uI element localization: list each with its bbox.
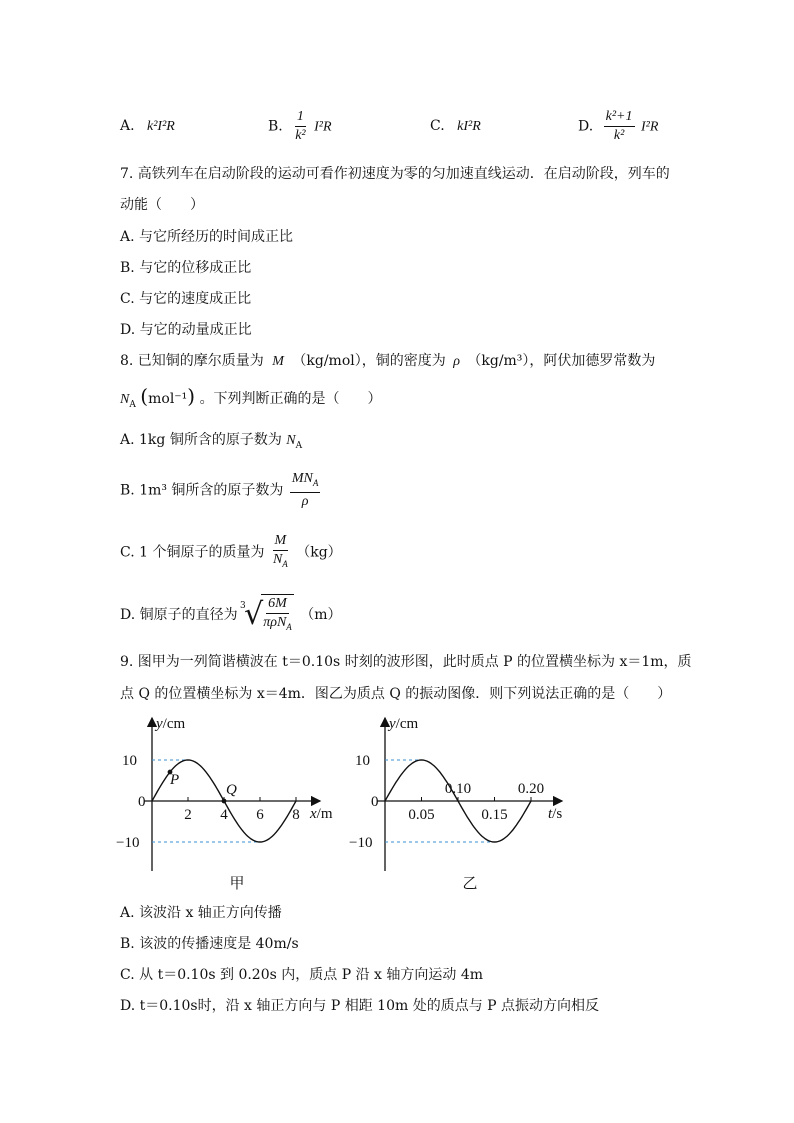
point-q — [222, 799, 227, 804]
q6-option-c — [430, 118, 481, 135]
chart-caption: 甲 — [229, 874, 245, 892]
root-index: 3 — [240, 601, 246, 611]
x-axis-label: t/s — [548, 806, 563, 822]
y-tick-label: 10 — [122, 753, 137, 769]
q8-option-b-fraction: $\frac{MN_A}{\rho}$ — [291, 471, 319, 509]
q6-option-letter: A. — [120, 118, 135, 134]
q7-stem-cont: 动能（ ） — [120, 197, 204, 213]
q8-option-c-fraction: $\frac{M}{N_A}$ — [272, 533, 288, 569]
q8-stem-cont: $N_A$ (mol⁻¹) 。下列判断正确的是（ ） — [120, 384, 382, 410]
point-label: Q — [226, 782, 237, 798]
chart-jia — [116, 716, 333, 892]
x-axis-label: x/m — [310, 806, 333, 822]
q7-option-a: A. 与它所经历的时间成正比 — [120, 229, 294, 245]
q7-option-c: C. 与它的速度成正比 — [120, 291, 252, 307]
q6-option-a — [120, 118, 175, 135]
y-axis-label: y/cm — [156, 716, 186, 732]
q9-stem: 9. 图甲为一列简谐横波在 t＝0.10s 时刻的波形图，此时质点 P 的位置横坐标为 x＝1m，质 — [120, 654, 692, 670]
q8-option-b: B. 1m³ 铜所含的原子数为 $\frac{MN_A}{\rho}$ — [120, 471, 319, 509]
y-axis-label: y/cm — [389, 716, 419, 732]
radical-sign: √ — [244, 596, 264, 632]
x-tick-label: 6 — [256, 807, 264, 823]
q6-option-fraction: $\frac{1}{\text{k²}}$ — [295, 109, 306, 143]
x-tick-label: 0.05 — [408, 807, 435, 823]
q8-stem: 8. 已知铜的摩尔质量为 M （kg/mol），铜的密度为 ρ （kg/m³），阿伏加德罗常数为 — [120, 353, 656, 369]
q9-stem-cont: 点 Q 的位置横坐标为 x＝4m．图乙为质点 Q 的振动图像．则下列说法正确的是（ ） — [120, 686, 672, 702]
q6-option-letter: C. — [430, 118, 445, 134]
x-tick-label: 0.10 — [444, 781, 472, 797]
q6-option-letter: D. — [578, 118, 594, 135]
x-tick-label: 4 — [220, 807, 228, 823]
q6-option-letter: B. — [268, 118, 283, 135]
x-tick-label: 8 — [292, 807, 300, 823]
chart-caption: 乙 — [462, 874, 478, 892]
point-label: P — [170, 772, 180, 789]
y-tick-label: −10 — [349, 835, 373, 851]
y-tick-label: 0 — [138, 794, 146, 810]
q6-option-b: B. $\frac{1}{\text{k²}}$ I²R — [268, 109, 332, 143]
q6-option-expr: kI²R — [457, 119, 481, 134]
y-tick-label: −10 — [116, 835, 140, 851]
q6-option-fraction: $\frac{\text{k²+1}}{\text{k²}}$ — [605, 109, 633, 143]
q8-option-d: D. 铜原子的直径为 3 √ $\frac{6M}{\pi\rho N_A}$ （m） — [120, 594, 342, 642]
x-tick-label: 2 — [184, 807, 192, 823]
q9-option-d: D. t＝0.10s时，沿 x 轴正方向与 P 相距 10m 处的质点与 P 点振动方向相反 — [120, 998, 600, 1014]
chart-yi — [349, 716, 562, 892]
y-tick-label: 10 — [355, 753, 370, 769]
q7-option-b: B. 与它的位移成正比 — [120, 260, 252, 276]
q8-option-d-fraction: $\frac{6M}{\pi\rho N_A}$ — [261, 594, 294, 636]
q7-stem: 7. 高铁列车在启动阶段的运动可看作初速度为零的匀加速直线运动．在启动阶段，列车的 — [120, 166, 670, 182]
q8-option-a: A. 1kg 铜所含的原子数为 $N_A$ — [120, 432, 303, 451]
q8-option-c: C. 1 个铜原子的质量为 $\frac{M}{N_A}$ （kg） — [120, 532, 342, 576]
q9-option-a: A. 该波沿 x 轴正方向传播 — [120, 905, 282, 921]
y-tick-label: 0 — [371, 794, 379, 810]
q9-option-c: C. 从 t＝0.10s 到 0.20s 内，质点 P 沿 x 轴方向运动 4m — [120, 967, 484, 983]
q6-option-d: D. $\frac{\text{k²+1}}{\text{k²}}$ I²R — [578, 109, 659, 143]
q9-option-b: B. 该波的传播速度是 40m/s — [120, 936, 299, 952]
x-tick-label: 0.15 — [481, 807, 508, 823]
wave-charts — [110, 706, 570, 902]
q6-option-expr: k²I²R — [147, 119, 175, 134]
x-tick-label: 0.20 — [517, 781, 545, 797]
q7-option-d: D. 与它的动量成正比 — [120, 322, 252, 338]
